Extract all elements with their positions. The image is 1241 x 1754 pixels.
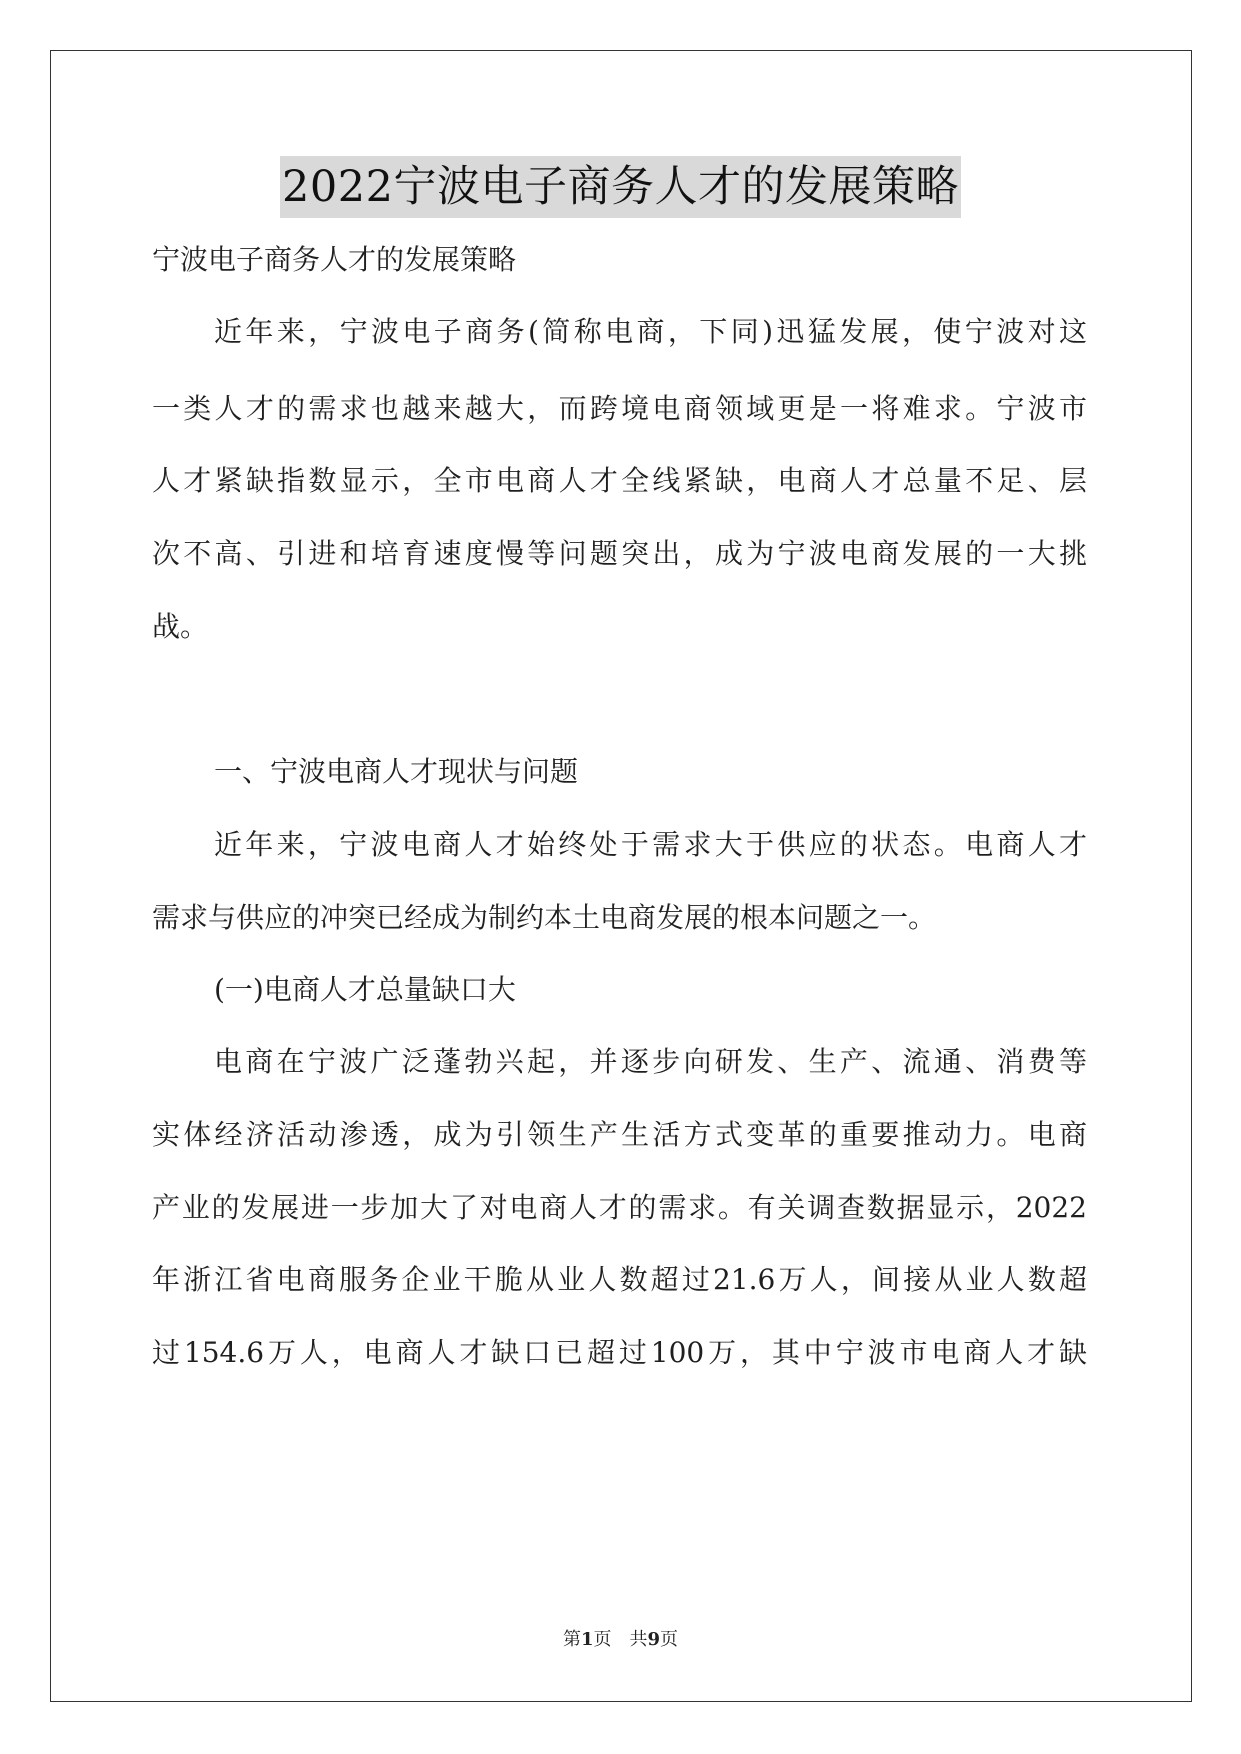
paragraph-line: 产业的发展进一步加大了对电商人才的需求。有关调查数据显示，2022 (152, 1191, 1087, 1224)
paragraph-line: 一类人才的需求也越来越大，而跨境电商领域更是一将难求。宁波市 (152, 392, 1087, 425)
paragraph-line: 人才紧缺指数显示，全市电商人才全线紧缺，电商人才总量不足、层 (152, 464, 1087, 497)
paragraph-line: 实体经济活动渗透，成为引领生产生活方式变革的重要推动力。电商 (152, 1118, 1087, 1151)
paragraph-line: 过154.6万人，电商人才缺口已超过100万，其中宁波市电商人才缺 (152, 1336, 1087, 1369)
paragraph-line: 次不高、引进和培育速度慢等问题突出，成为宁波电商发展的一大挑 (152, 537, 1087, 570)
current-page-number: 1 (580, 1629, 594, 1650)
paragraph-line: 需求与供应的冲突已经成为制约本土电商发展的根本问题之一。 (152, 901, 937, 934)
footer-suffix: 页 (660, 1629, 679, 1650)
paragraph-line: 近年来，宁波电子商务(简称电商，下同)迅猛发展，使宁波对这 (214, 315, 1087, 348)
subtitle-line: 宁波电子商务人才的发展策略 (152, 243, 517, 276)
paragraph-line: 年浙江省电商服务企业干脆从业人数超过21.6万人，间接从业人数超 (152, 1263, 1087, 1296)
footer-prefix: 第 (562, 1629, 581, 1650)
page-border (50, 50, 1192, 1702)
page-footer (0, 1627, 1241, 1653)
total-pages-number: 9 (647, 1629, 661, 1650)
title-container (0, 156, 1241, 218)
paragraph-line: 近年来，宁波电商人才始终处于需求大于供应的状态。电商人才 (214, 828, 1087, 861)
paragraph-line: 战。 (152, 610, 209, 643)
paragraph-line: 电商在宁波广泛蓬勃兴起，并逐步向研发、生产、流通、消费等 (214, 1045, 1087, 1078)
document-title: 2022宁波电子商务人才的发展策略 (280, 156, 961, 218)
section-heading: 一、宁波电商人才现状与问题 (214, 755, 579, 788)
subsection-heading: (一)电商人才总量缺口大 (214, 973, 516, 1006)
footer-middle: 页 共 (593, 1629, 648, 1650)
